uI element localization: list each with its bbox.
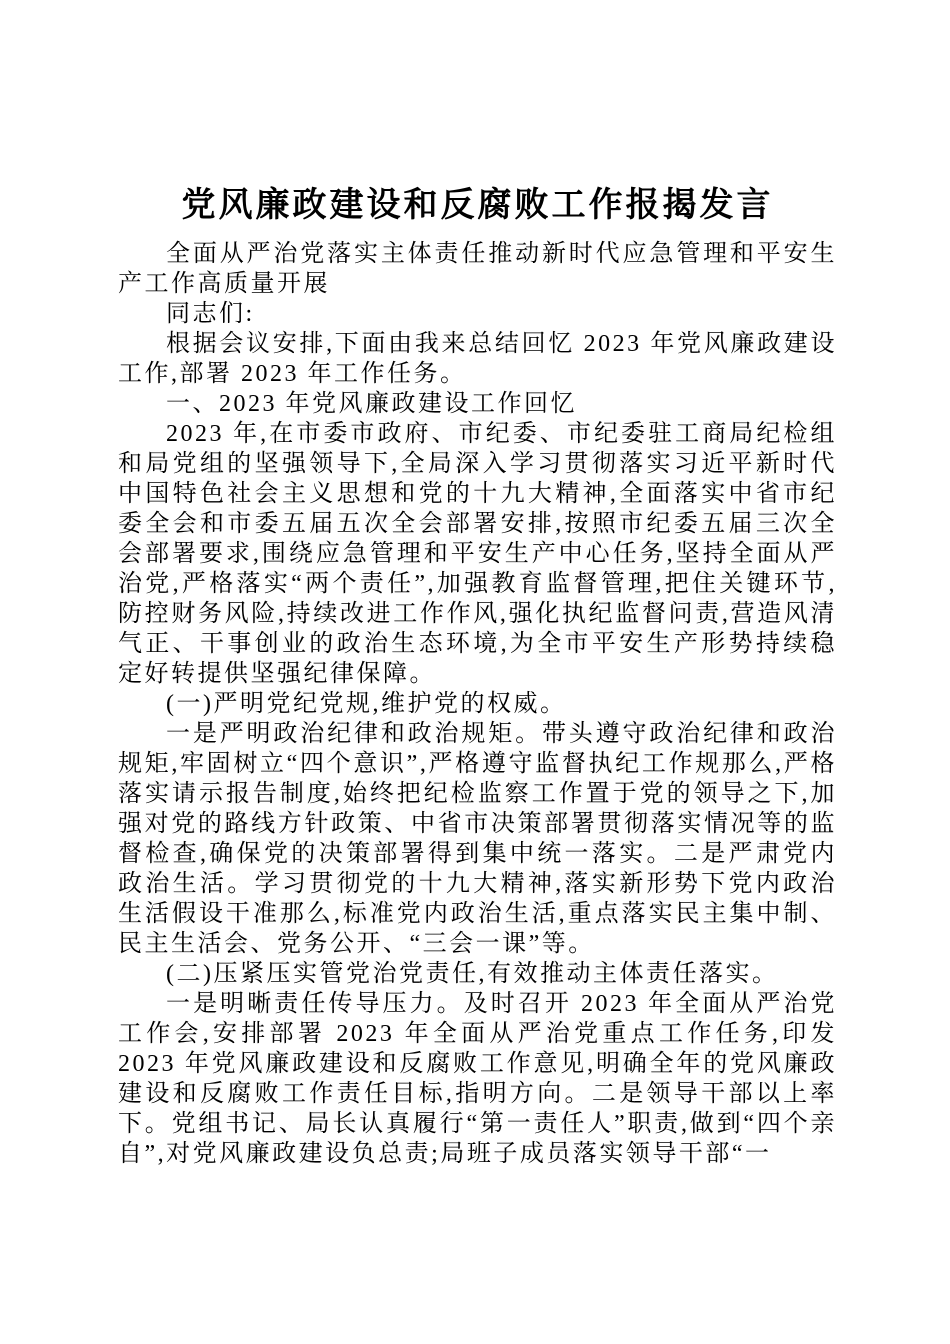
paragraph-subsection-2-body: 一是明晰责任传导压力。及时召开 2023 年全面从严治党工作会,安排部署 2023 年全面从严治党重点工作任务,印发 2023 年党风廉政建设和反腐败工作意见,明确全年的党风廉政建设和反腐败工作责任目标,指明方向。二是领导干部以上率下。党组书记、局长认真履行“第一责任人”职责,做到“四个亲自”,对党风廉政建设负总责;局班子成员落实领导干部“一 [118, 991, 837, 1167]
document-body [118, 239, 837, 1169]
paragraph-salutation: 同志们: [166, 301, 255, 327]
paragraph-subsection-1-body: 一是严明政治纪律和政治规矩。带头遵守政治纪律和政治规矩,牢固树立“四个意识”,严格遵守监督执纪工作规那么,严格落实请示报告制度,始终把纪检监察工作置于党的领导之下,加强对党的路线方针政策、中省市决策部署贯彻落实情况等的监督检查,确保党的决策部署得到集中统一落实。二是严肃党内政治生活。学习贯彻党的十九大精神,落实新形势下党内政治生活假设干准那么,标准党内政治生活,重点落实民主集中制、民主生活会、党务公开、“三会一课”等。 [118, 721, 837, 957]
paragraph-section-1-overview: 2023 年,在市委市政府、市纪委、市纪委驻工商局纪检组和局党组的坚强领导下,全局深入学习贯彻落实习近平新时代中国特色社会主义思想和党的十九大精神,全面落实中省市纪委全会和市委五届五次全会部署安排,按照市纪委五届三次全会部署要求,围绕应急管理和平安生产中心任务,坚持全面从严治党,严格落实“两个责任”,加强教育监督管理,把住关键环节,防控财务风险,持续改进工作作风,强化执纪监督问责,营造风清气正、干事创业的政治生态环境,为全市平安生产形势持续稳定好转提供坚强纪律保障。 [118, 421, 837, 687]
paragraph-subsection-2-heading: (二)压紧压实管党治党责任,有效推动主体责任落实。 [166, 961, 779, 987]
document-content [118, 184, 837, 1169]
paragraph-section-1-heading: 一、2023 年党风廉政建设工作回忆 [166, 391, 577, 417]
paragraph-subtitle: 全面从严治党落实主体责任推动新时代应急管理和平安生产工作高质量开展 [118, 241, 837, 297]
paragraph-intro: 根据会议安排,下面由我来总结回忆 2023 年党风廉政建设工作,部署 2023 年工作任务。 [118, 331, 837, 387]
paragraph-subsection-1-heading: (一)严明党纪党规,维护党的权威。 [166, 691, 567, 717]
document-title: 党风廉政建设和反腐败工作报揭发言 [181, 186, 774, 224]
